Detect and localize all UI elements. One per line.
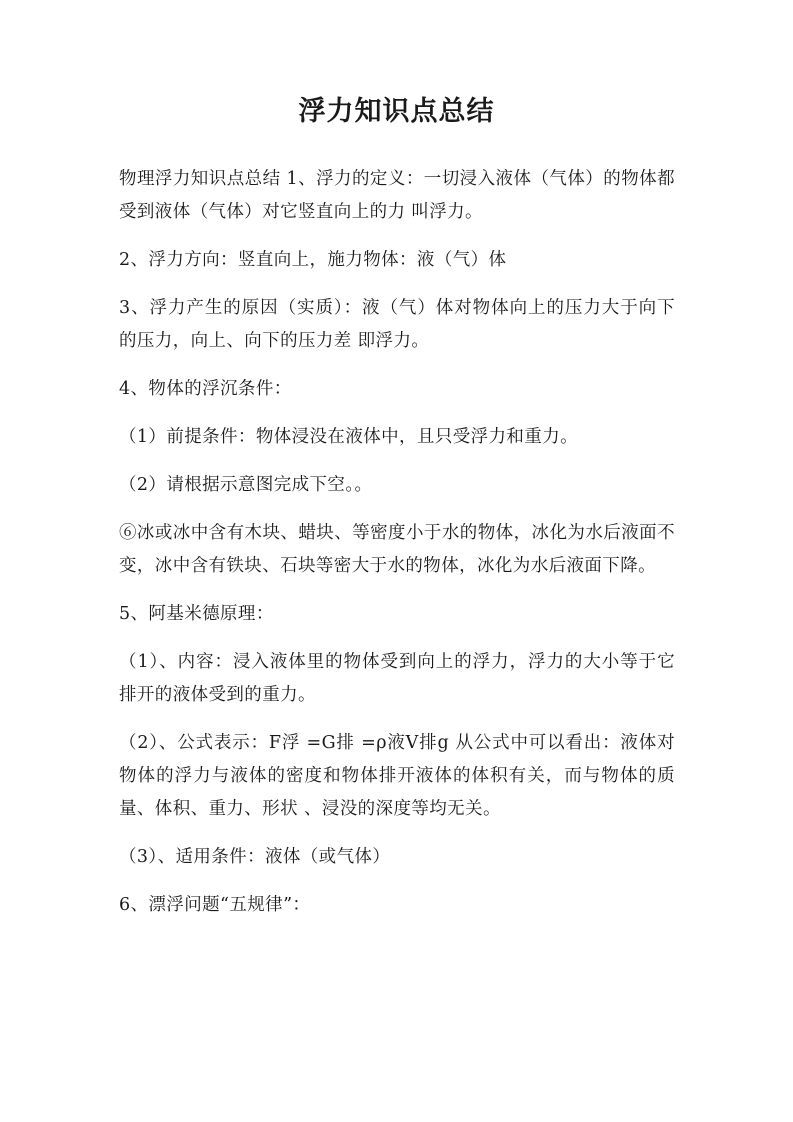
paragraph-ice: ⑥冰或冰中含有木块、蜡块、等密度小于水的物体，冰化为水后液面不变，冰中含有铁块、石块等密大于水的物体，冰化为水后液面下降。 <box>119 523 675 576</box>
document-title: 浮力知识点总结 <box>298 96 495 127</box>
paragraph-definition: 物理浮力知识点总结 1、浮力的定义：一切浸入液体（气体）的物体都受到液体（气体）对它竖直向上的力 叫浮力。 <box>119 169 675 222</box>
paragraph-archimedes-heading: 5、阿基米德原理： <box>119 604 274 624</box>
document-body <box>119 163 675 937</box>
paragraph-formula: （2）、公式表示：F浮 =G排 =ρ液V排g 从公式中可以看出：液体对物体的浮力与液体的密度和物体排开液体的体积有关，而与物体的质量、体积、重力、形状 、浸没的深度等均无关。 <box>119 733 675 819</box>
paragraph-cause: 3、浮力产生的原因（实质）：液（气）体对物体向上的压力大于向下的压力，向上、向下的压力差 即浮力。 <box>119 298 675 351</box>
paragraph-conditions-heading: 4、物体的浮沉条件： <box>119 379 292 399</box>
paragraph-applicability: （3）、适用条件：液体（或气体） <box>119 847 391 867</box>
paragraph-diagram-prompt: （2）请根据示意图完成下空。。 <box>119 475 373 495</box>
paragraph-direction: 2、浮力方向：竖直向上，施力物体：液（气）体 <box>119 250 507 270</box>
paragraph-archimedes-content: （1）、内容：浸入液体里的物体受到向上的浮力，浮力的大小等于它排开的液体受到的重力。 <box>119 652 675 705</box>
paragraph-floating-rules: 6、漂浮问题“五规律”： <box>119 895 311 915</box>
paragraph-premise: （1）前提条件：物体浸没在液体中，且只受浮力和重力。 <box>119 427 579 447</box>
